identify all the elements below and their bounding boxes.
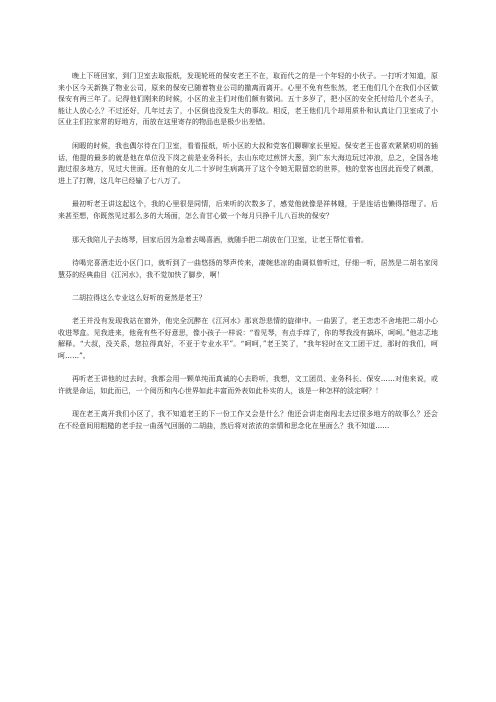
- paragraph-6: 二胡拉得这么专业这么好听的竟然是老王？: [72, 294, 206, 303]
- paragraph-4: 那天我陪儿子去练琴，回家后因为急着去喝喜酒，就随手把二胡放在门卫室，让老王帮忙看着。: [72, 235, 369, 244]
- paragraph-3: 最初听老王讲这起这个，我的心里很是同情，后来听的次数多了，感觉他就像是祥林嫂，于是连话也懒得搭理了。后来甚至想，你既然见过那么多的大场面，怎么肯甘心做一个每月只挣千儿八百块的保安？: [58, 200, 438, 220]
- paragraph-5: 待喝完喜酒走近小区门口，就听到了一曲悠扬的琴声传来，凄婉悲凉的曲调似曾听过，仔细一听，居然是二胡名家闵慧芬的经典曲目《江河水》，我不觉加快了脚步，啊！: [58, 259, 438, 279]
- paragraph-8: 再听老王讲他的过去时，我都会用一颗单纯而真诚的心去聆听，我想，文工团员、业务科长、保安……对他来说，或许就是命运，如此而已，一个阅历和内心世界如此丰富而外表如此朴实的人，该是一种怎样的淡定啊？！: [58, 375, 438, 395]
- paragraph-9: 现在老王离开我们小区了，我不知道老王的下一份工作又会是什么？他还会讲走南闯北去过很多地方的故事么？还会在不经意间用粗糙的老手拉一曲荡气回肠的二胡曲，然后将对浓浓的亲情和思念化在里面么？我不知道……: [58, 410, 438, 431]
- article-body: [58, 71, 438, 445]
- paragraph-2: 闲暇的时候，我也偶尔待在门卫室，看看报纸，听小区的大叔和党客们聊聊家长里短。保安老王也喜欢紧紧叨叨的插话，他提的最多的就是他在单位没下岗之前是业务科长，去山东吃过煎饼大葱，到广东大海边玩过冲浪，总之，全国各地跑过很多地方，见过大世面。还有他的女儿二十岁时生病离开了这个令她无限留恋的世界，他的堂客也因此而受了刺激，进上了打牌，这几年已经输了七八万了。: [58, 141, 438, 185]
- paragraph-1: 晚上下班回家，到门卫室去取报纸，发现轮班的保安老王不在，取而代之的是一个年轻的小伙子。一打听才知道，原来小区今天新换了物业公司，原来的保安已随着物业公司的撤离而离开。心里不免有些怅然，老王他们几个在我们小区做保安有两三年了。记得他们刚来的时候，小区的业主们对他们颇有微词。五十多岁了，把小区的安全托付给几个老头子，能让人放心么？不过还好，几年过去了，小区倒也没发生大的事故。相反，老王他们几个却用质朴和认真让门卫室成了小区业主们拉家常的好地方，而放在这里寄存的物品也是极少出差错。: [58, 72, 438, 127]
- paragraph-7: 老王并没有发现我站在窗外，他完全沉醉在《江河水》那哀怨悲情的旋律中。一曲罢了，老王恋恋不舍地把二胡小心收进琴盒。见我进来，他竟有些不好意思，像小孩子一样说：“看见琴，有点手痒了，你的琴我没有搞坏，呵呵。”他志忑地解释。“大叔，没关系，您拉得真好，不亚于专业水平”。“呵呵，”老王笑了，“我年轻时在文工团干过，那时的我们，呵呵……”。: [58, 316, 438, 360]
